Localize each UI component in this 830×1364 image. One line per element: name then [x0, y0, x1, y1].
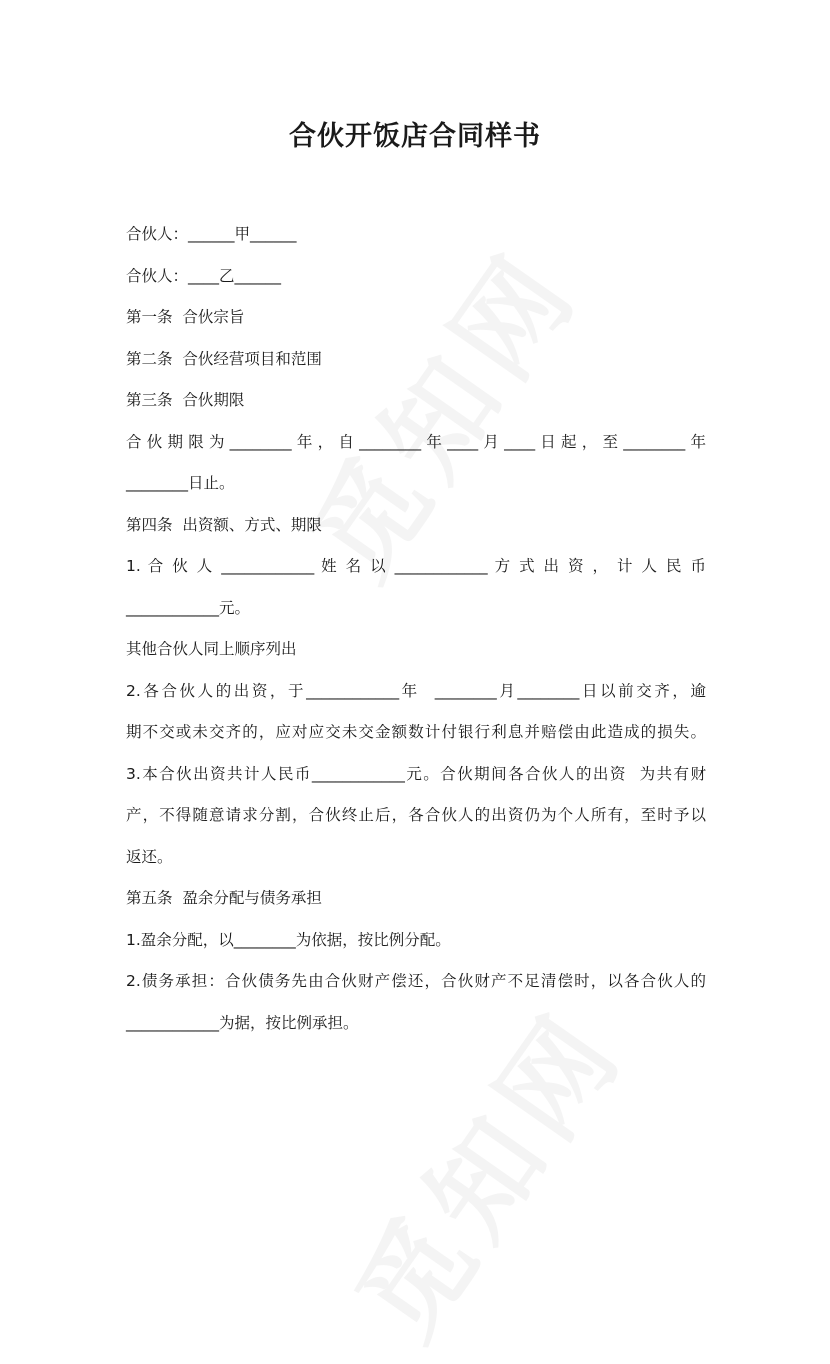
term-line-2: ________日止。 [126, 474, 235, 492]
page-title: 合伙开饭店合同样书 [289, 121, 541, 152]
contribution-1-line-1: 1. 合 伙 人 ____________ 姓 名 以 ____________ 方 式 出 资 ， 计 人 民 币 [126, 557, 706, 575]
debt-line-1: 2.债务承担：合伙债务先由合伙财产偿还，合伙财产不足清偿时，以各合伙人的 [126, 972, 706, 990]
article-3-heading: 第三条 合伙期限 [126, 391, 245, 409]
article-5-heading: 第五条 盈余分配与债务承担 [126, 889, 322, 907]
contribution-3-line-3: 返还。 [126, 847, 173, 866]
document-body [126, 214, 706, 1044]
contribution-3-line-2: 产，不得随意请求分割，合伙终止后，各合伙人的出资仍为个人所有，至时予以 [126, 806, 706, 824]
party-b-line: 合伙人：____乙______ [126, 266, 282, 285]
article-1-heading: 第一条 合伙宗旨 [126, 308, 245, 326]
other-partners-note: 其他合伙人同上顺序列出 [126, 640, 297, 658]
contribution-1-line-2: ____________元。 [126, 598, 251, 617]
contribution-2-line-1: 2.各合伙人的出资，于____________年 ________月________日以前交齐，逾 [126, 681, 706, 700]
contribution-3-line-1: 3.本合伙出资共计人民币____________元。合伙期间各合伙人的出资 为共有财 [126, 764, 706, 783]
term-line-1: 合伙期限为________年，自________年____月____日起，至________年 [126, 432, 706, 451]
profit-distribution-line: 1.盈余分配，以________为依据，按比例分配。 [126, 930, 451, 949]
article-4-heading: 第四条 出资额、方式、期限 [126, 515, 322, 534]
contribution-2-line-2: 期不交或未交齐的，应对应交未交金额数计付银行利息并赔偿由此造成的损失。 [126, 723, 706, 741]
article-2-heading: 第二条 合伙经营项目和范围 [126, 349, 322, 368]
debt-line-2: ____________为据，按比例承担。 [126, 1013, 359, 1032]
party-a-line: 合伙人：______甲______ [126, 225, 297, 243]
